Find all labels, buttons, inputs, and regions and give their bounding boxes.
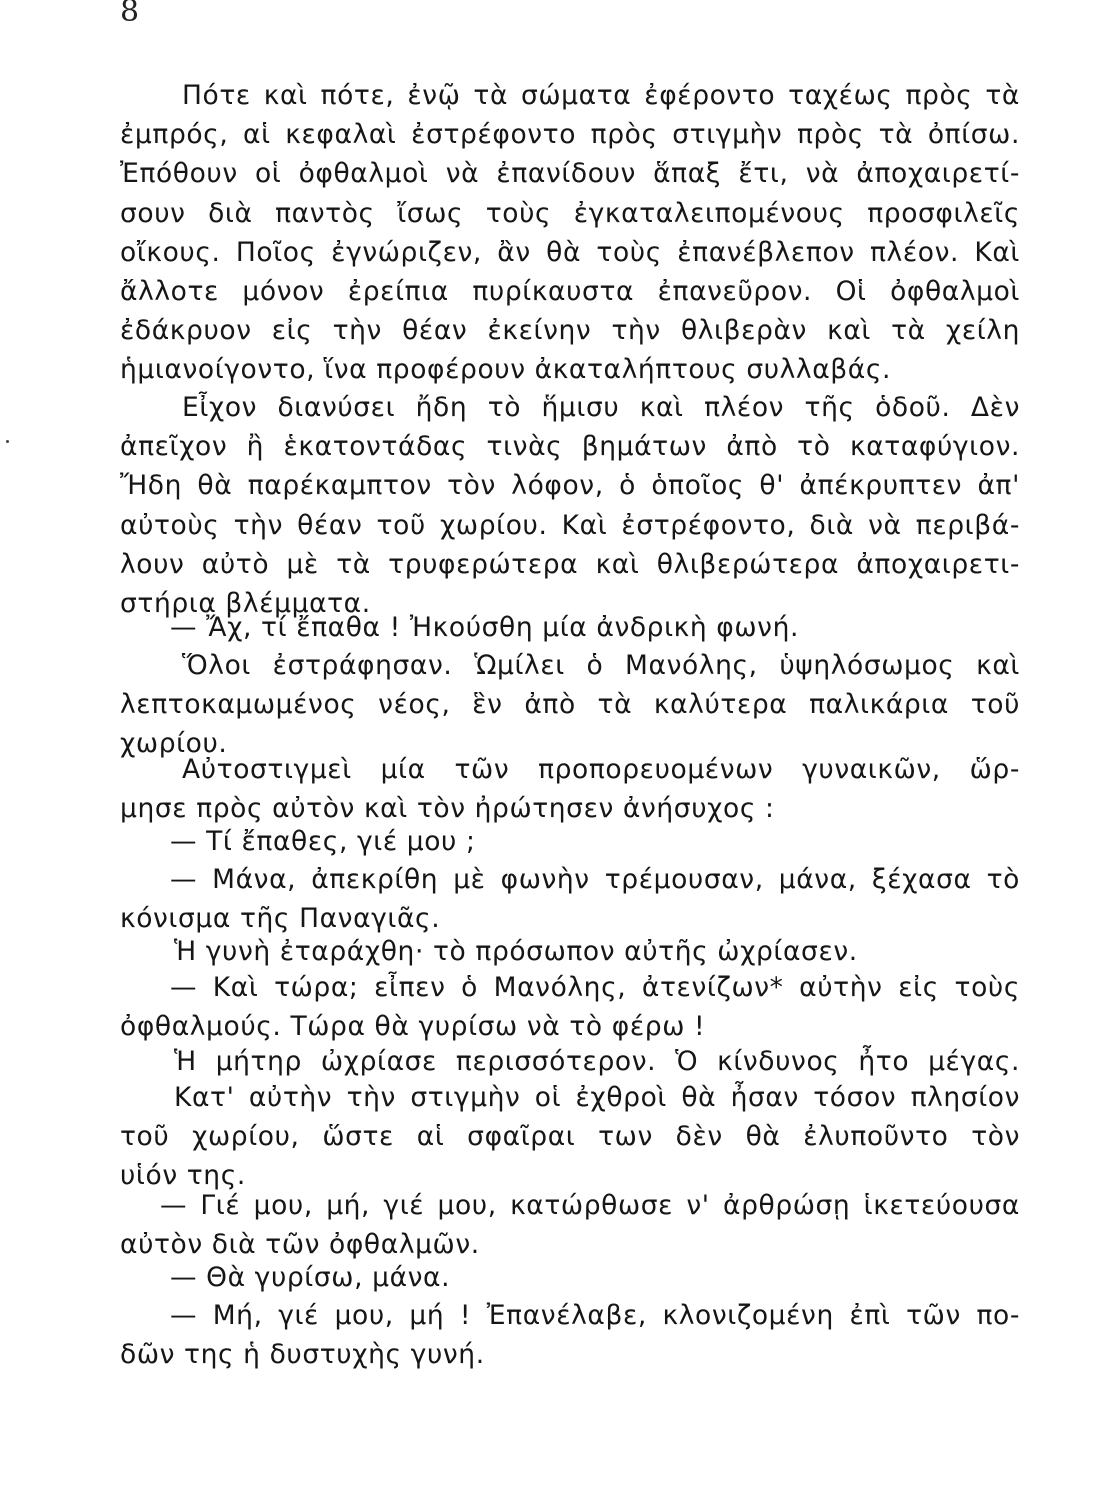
paragraph-9 (120, 968, 1020, 1046)
text-line: Ἤδη θὰ παρέκαμπτον τὸν λόφον, ὁ ὁποῖος θ' ἀπέκρυπτεν ἀπ' (120, 470, 1020, 502)
paragraph-7 (120, 860, 1020, 938)
text-line: κόνισμα τῆς Παναγιᾶς. (120, 903, 441, 935)
text-line: λεπτοκαμωμένος νέος, ἓν ἀπὸ τὰ καλύτερα παλικάρια τοῦ (120, 689, 1020, 721)
text-line: λουν αὐτὸ μὲ τὰ τρυφερώτερα καὶ θλιβερώτερα ἀποχαιρετι- (120, 548, 1020, 580)
text-line: ὀφθαλμούς. Τώρα θὰ γυρίσω νὰ τὸ φέρω ! (120, 1011, 706, 1043)
text-line: Ἐπόθουν οἱ ὀφθαλμοὶ νὰ ἐπανίδουν ἅπαξ ἔτι, νὰ ἀποχαιρετί- (120, 158, 1020, 190)
paragraph-5 (120, 750, 1020, 828)
paragraph-11 (120, 1078, 1020, 1196)
text-line: στήρια βλέμματα. (120, 587, 371, 619)
text-line: Ὅλοι ἐστράφησαν. Ὡμίλει ὁ Μανόλης, ὑψηλόσωμος καὶ (182, 650, 1020, 681)
text-line: ἄλλοτε μόνον ἐρείπια πυρίκαυστα ἐπανεῦρον. Οἱ ὀφθαλμοὶ (120, 275, 1020, 307)
text-line: μησε πρὸς αὐτὸν καὶ τὸν ἠρώτησεν ἀνήσυχος : (120, 793, 775, 825)
page-number: 8 (120, 0, 140, 29)
text-line: ἐμπρός, αἱ κεφαλαὶ ἐστρέφοντο πρὸς στιγμὴν πρὸς τὰ ὀπίσω. (120, 119, 1020, 151)
paragraph-4 (120, 646, 1020, 764)
text-line: — Γιέ μου, μή, γιέ μου, κατώρθωσε ν' ἀρθρώσῃ ἱκετεύουσα (160, 1190, 1020, 1221)
text-line: ἡμιανοίγοντο, ἵνα προφέρουν ἀκαταλήπτους συλλαβάς. (120, 354, 892, 386)
paragraph-14 (120, 1296, 1020, 1374)
text-line: Ἡ γυνὴ ἐταράχθη· τὸ πρόσωπον αὐτῆς ὠχρίασεν. (174, 936, 858, 967)
text-line: υἱόν της. (120, 1160, 246, 1192)
text-line: Ἡ μήτηρ ὠχρίασε περισσότερον. Ὁ κίνδυνος ἦτο μέγας. (174, 1046, 1020, 1077)
text-line: Αὐτοστιγμεὶ μία τῶν προπορευομένων γυναικῶν, ὥρ- (182, 754, 1020, 785)
text-line: — Μάνα, ἀπεκρίθη μὲ φωνὴν τρέμουσαν, μάνα, ξέχασα τὸ (170, 864, 1020, 895)
text-line: — Μή, γιέ μου, μή ! Ἐπανέλαβε, κλονιζομένη ἐπὶ τῶν πο- (170, 1300, 1020, 1331)
text-line: οἴκους. Ποῖος ἐγνώριζεν, ἂν θὰ τοὺς ἐπανέβλεπον πλέον. Καὶ (120, 236, 1020, 268)
paragraph-6 (120, 822, 1020, 861)
margin-dot (6, 440, 9, 443)
text-line: αὐτοὺς τὴν θέαν τοῦ χωρίου. Καὶ ἐστρέφοντο, διὰ νὰ περιβά- (120, 509, 1020, 541)
text-line: Πότε καὶ πότε, ἐνῷ τὰ σώματα ἐφέροντο ταχέως πρὸς τὰ (182, 80, 1020, 111)
text-line: — Τί ἔπαθες, γιέ μου ; (170, 826, 476, 857)
paragraph-10 (120, 1042, 1020, 1081)
text-line: δῶν της ἡ δυστυχὴς γυνή. (120, 1339, 485, 1371)
text-line: χωρίου. (120, 728, 228, 760)
paragraph-12 (120, 1186, 1020, 1264)
text-line: Εἶχον διανύσει ἤδη τὸ ἥμισυ καὶ πλέον τῆς ὁδοῦ. Δὲν (182, 392, 1020, 423)
text-line: ἀπεῖχον ἢ ἑκατοντάδας τινὰς βημάτων ἀπὸ τὸ καταφύγιον. (120, 431, 1020, 463)
paragraph-2 (120, 388, 1020, 623)
paragraph-3 (120, 608, 1020, 647)
text-line: ἐδάκρυον εἰς τὴν θέαν ἐκείνην τὴν θλιβερὰν καὶ τὰ χείλη (120, 315, 1020, 347)
text-line: — Καὶ τώρα; εἶπεν ὁ Μανόλης, ἀτενίζων* αὐτὴν εἰς τοὺς (170, 972, 1020, 1003)
paragraph-13 (120, 1258, 1020, 1297)
text-line: — Ἄχ, τί ἔπαθα ! Ἠκούσθη μία ἀνδρικὴ φωνή. (170, 612, 799, 643)
text-line: αὐτὸν διὰ τῶν ὀφθαλμῶν. (120, 1229, 480, 1261)
text-line: τοῦ χωρίου, ὥστε αἱ σφαῖραι των δὲν θὰ ἐλυποῦντο τὸν (120, 1121, 1020, 1153)
paragraph-8 (120, 932, 1020, 971)
text-line: — Θὰ γυρίσω, μάνα. (170, 1262, 451, 1293)
text-line: σουν διὰ παντὸς ἴσως τοὺς ἐγκαταλειπομένους προσφιλεῖς (120, 197, 1020, 229)
paragraph-1 (120, 76, 1020, 390)
text-line: Κατ' αὐτὴν τὴν στιγμὴν οἱ ἐχθροὶ θὰ ἦσαν τόσον πλησίον (174, 1082, 1020, 1113)
